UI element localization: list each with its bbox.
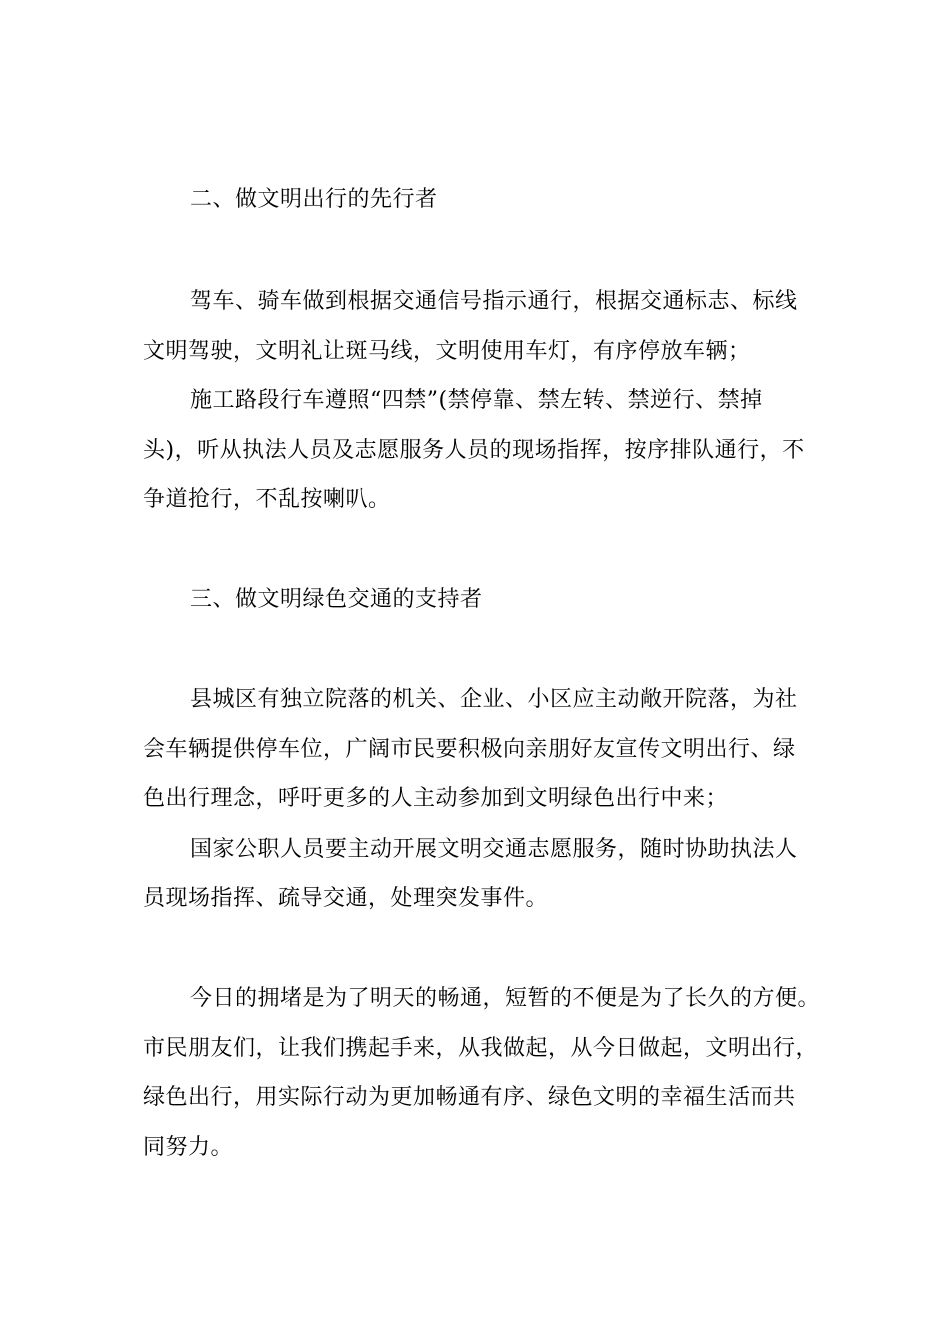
section-heading: 三、做文明绿色交通的支持者: [190, 587, 483, 612]
paragraph-line: 驾车、骑车做到根据交通信号指示通行，根据交通标志、标线: [190, 289, 798, 314]
paragraph-line: 争道抢行，不乱按喇叭。: [143, 487, 391, 512]
paragraph-line: 色出行理念，呼吁更多的人主动参加到文明绿色出行中来；: [143, 786, 729, 811]
paragraph-line: 头)，听从执法人员及志愿服务人员的现场指挥，按序排队通行，不: [143, 438, 805, 463]
paragraph-line: 文明驾驶，文明礼让斑马线，文明使用车灯，有序停放车辆；: [143, 339, 751, 364]
paragraph-line: 国家公职人员要主动开展文明交通志愿服务，随时协助执法人: [190, 837, 798, 862]
paragraph-line: 会车辆提供停车位，广阔市民要积极向亲朋好友宣传文明出行、绿: [143, 737, 796, 762]
paragraph-line: 县城区有独立院落的机关、企业、小区应主动敞开院落，为社: [190, 687, 798, 712]
section-heading: 二、做文明出行的先行者: [190, 187, 438, 212]
paragraph-line: 施工路段行车遵照“四禁”(禁停靠、禁左转、禁逆行、禁掉: [190, 388, 763, 413]
paragraph-line: 今日的拥堵是为了明天的畅通，短暂的不便是为了长久的方便。: [190, 986, 821, 1011]
paragraph-line: 市民朋友们，让我们携起手来，从我做起，从今日做起，文明出行，: [143, 1036, 819, 1061]
paragraph-line: 绿色出行，用实际行动为更加畅通有序、绿色文明的幸福生活而共: [143, 1085, 796, 1110]
paragraph-line: 同努力。: [143, 1135, 234, 1160]
paragraph-line: 员现场指挥、疏导交通，处理突发事件。: [143, 886, 549, 911]
